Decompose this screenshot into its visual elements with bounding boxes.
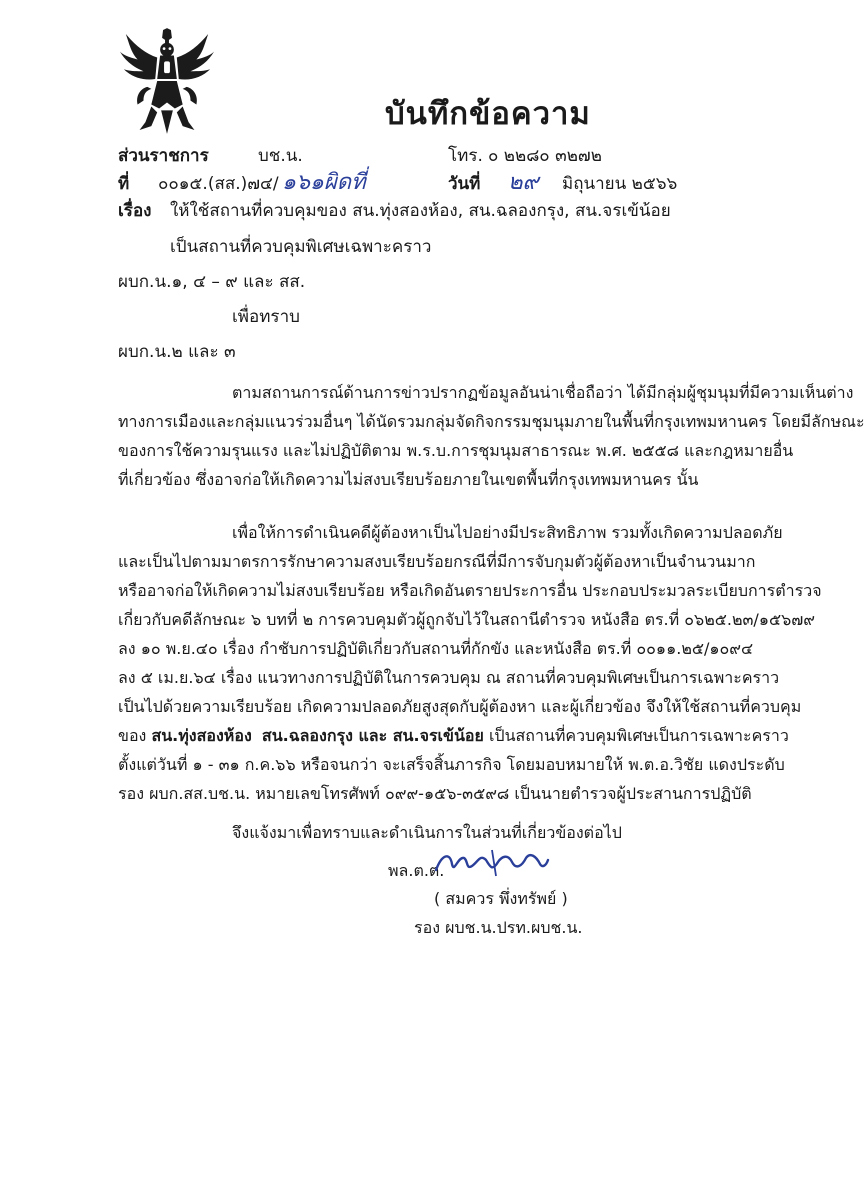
para1-line: ของการใช้ความรุนแรง และไม่ปฏิบัติตาม พ.ร.บ.การชุมนุมสาธารณะ พ.ศ. ๒๕๕๘ และกฎหมายอื่น — [118, 441, 794, 460]
para2-stations-line — [118, 721, 789, 750]
ref-value: ๐๐๑๕.(สส.)๗๔/ — [158, 174, 279, 194]
para2-line: เกี่ยวกับคดีลักษณะ ๖ บทที่ ๒ การควบคุมตัวผู้ถูกจับไว้ในสถานีตำรวจ หนังสือ ตร.ที่ ๐๖๒๕.๒๓/๑๕๖๗๙ — [118, 610, 815, 629]
ref-label: ที่ — [118, 174, 130, 194]
ref-handwritten: ๑๖๑ผิดที่ — [282, 170, 366, 195]
handwritten-signature-icon — [432, 846, 552, 882]
stations-prefix: ของ — [118, 726, 152, 745]
recipients-2: ผบก.น.๒ และ ๓ — [118, 342, 236, 362]
recipients-1: ผบก.น.๑, ๔ – ๙ และ สส. — [118, 272, 306, 292]
para1-line: ทางการเมืองและกลุ่มแนวร่วมอื่นๆ ได้นัดรวมกลุ่มจัดกิจกรรมชุมนุมภายในพื้นที่กรุงเทพมหานคร โดยมีลักษณะ — [118, 412, 865, 431]
for-info: เพื่อทราบ — [232, 307, 300, 327]
date-label: วันที่ — [448, 174, 481, 194]
signer-rank: พล.ต.ต. — [388, 861, 445, 880]
station-chorakhe-noi: สน.จรเข้น้อย — [392, 726, 484, 745]
para2-line: รอง ผบก.สส.บช.น. หมายเลขโทรศัพท์ ๐๙๙-๑๕๖-๓๕๙๘ เป็นนายตำรวจผู้ประสานการปฏิบัติ — [118, 784, 752, 803]
signer-name: ( สมควร พึ่งทรัพย์ ) — [434, 889, 568, 908]
subject-line-1: ให้ใช้สถานที่ควบคุมของ สน.ทุ่งสองห้อง, สน.ฉลองกรุง, สน.จรเข้น้อย — [170, 201, 671, 221]
station-chalong-krung: สน.ฉลองกรุง — [261, 726, 353, 745]
department-value: บช.น. — [258, 146, 303, 166]
closing-line: จึงแจ้งมาเพื่อทราบและดำเนินการในส่วนที่เกี่ยวข้องต่อไป — [232, 823, 622, 842]
signer-position: รอง ผบช.น.ปรท.ผบช.น. — [414, 918, 583, 937]
page-title: บันทึกข้อความ — [385, 96, 591, 132]
date-handwritten: ๒๙ — [508, 170, 539, 195]
para2-line: เพื่อให้การดำเนินคดีผู้ต้องหาเป็นไปอย่างมีประสิทธิภาพ รวมทั้งเกิดความปลอดภัย — [232, 523, 783, 542]
para1-line: ตามสถานการณ์ด้านการข่าวปรากฏข้อมูลอันน่าเชื่อถือว่า ได้มีกลุ่มผู้ชุมนุมที่มีความเห็นต่าง — [232, 383, 854, 402]
para2-line: ตั้งแต่วันที่ ๑ - ๓๑ ก.ค.๖๖ หรือจนกว่า จะเสร็จสิ้นภารกิจ โดยมอบหมายให้ พ.ต.อ.วิชัย แดงประดับ — [118, 755, 785, 774]
department-label: ส่วนราชการ — [118, 146, 209, 166]
para2-line: หรืออาจก่อให้เกิดความไม่สงบเรียบร้อย หรือเกิดอันตรายประการอื่น ประกอบประมวลระเบียบการตำรวจ — [118, 581, 822, 600]
para2-line: เป็นไปด้วยความเรียบร้อย เกิดความปลอดภัยสูงสุดกับผู้ต้องหา และผู้เกี่ยวข้อง จึงให้ใช้สถานที่ควบคุม — [118, 697, 802, 716]
phone-label: โทร. — [448, 146, 483, 166]
station-thung-song-hong: สน.ทุ่งสองห้อง — [151, 726, 252, 745]
subject-label: เรื่อง — [118, 201, 152, 221]
phone-value: ๐ ๒๒๘๐ ๓๒๗๒ — [488, 146, 602, 166]
para2-line: และเป็นไปตามมาตรการรักษาความสงบเรียบร้อยกรณีที่มีการจับกุมตัวผู้ต้องหาเป็นจำนวนมาก — [118, 552, 756, 571]
garuda-emblem-icon — [118, 28, 216, 134]
stations-suffix: เป็นสถานที่ควบคุมพิเศษเป็นการเฉพาะคราว — [483, 726, 789, 745]
date-value: มิถุนายน ๒๕๖๖ — [562, 174, 678, 194]
para2-line: ลง ๑๐ พ.ย.๔๐ เรื่อง กำชับการปฏิบัติเกี่ยวกับสถานที่กักขัง และหนังสือ ตร.ที่ ๐๐๑๑.๒๕/๑๐๙๔ — [118, 639, 754, 658]
subject-line-2: เป็นสถานที่ควบคุมพิเศษเฉพาะคราว — [170, 237, 432, 257]
stations-and: และ — [352, 726, 393, 745]
para2-line: ลง ๕ เม.ย.๖๔ เรื่อง แนวทางการปฏิบัติในการควบคุม ณ สถานที่ควบคุมพิเศษเป็นการเฉพาะคราว — [118, 668, 780, 687]
para1-line: ที่เกี่ยวข้อง ซึ่งอาจก่อให้เกิดความไม่สงบเรียบร้อยภายในเขตพื้นที่กรุงเทพมหานคร นั้น — [118, 470, 699, 489]
